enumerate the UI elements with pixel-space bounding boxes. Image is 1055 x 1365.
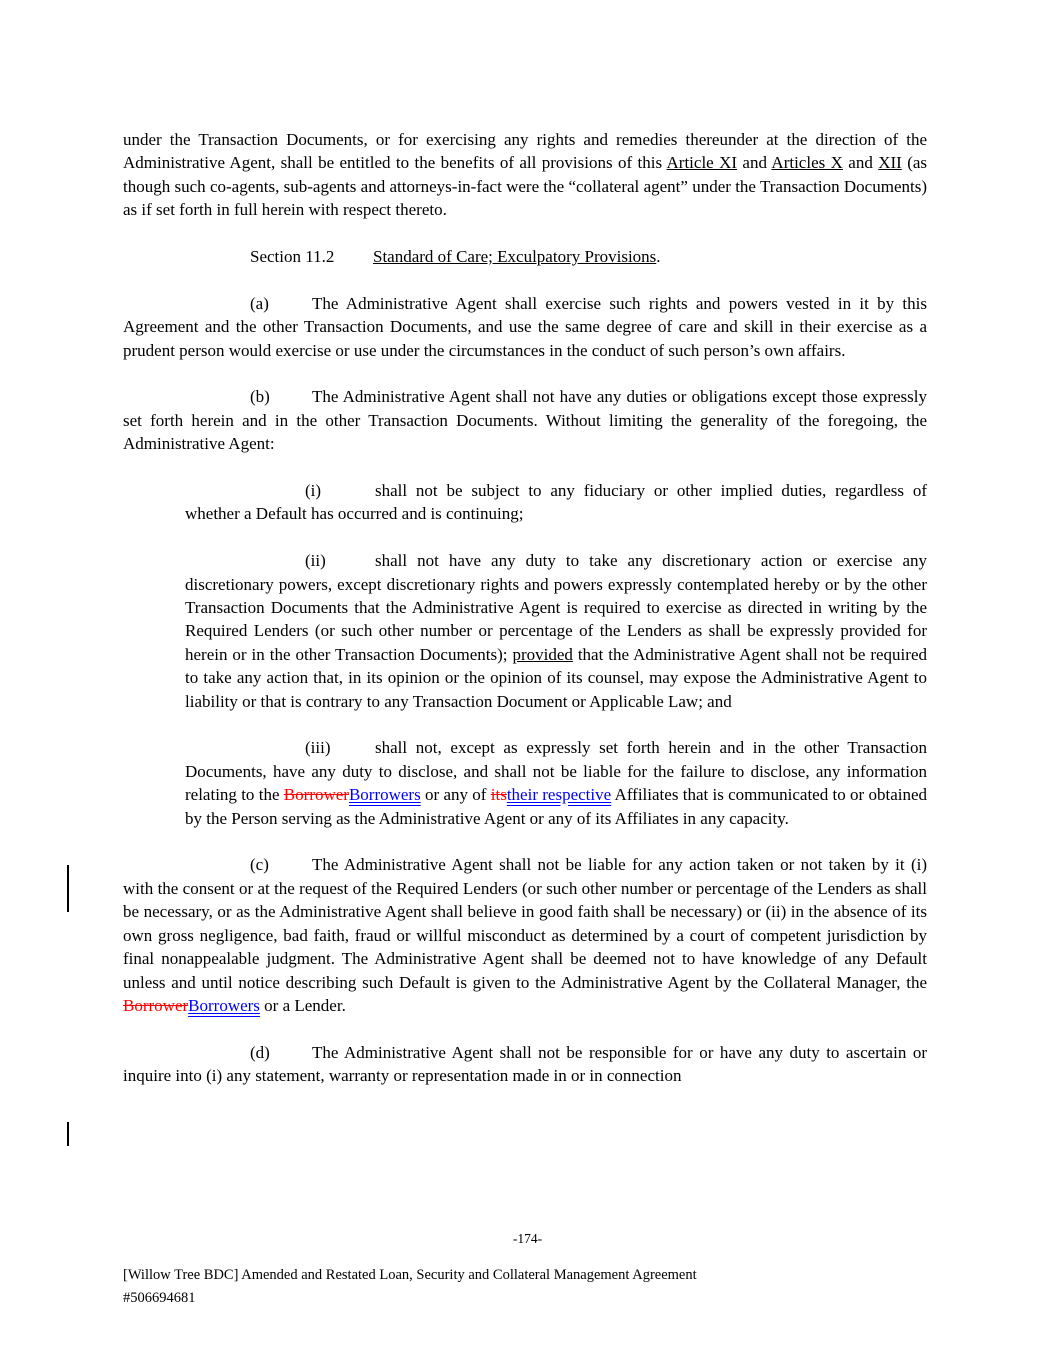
footer-document-title: [Willow Tree BDC] Amended and Restated Loan, Security and Collateral Management Agreement	[123, 1267, 697, 1283]
text-segment: (as though such co-agents, sub-agents and attorneys-in-fact were the “collateral agent” under the Transaction Documents) as if set forth in full herein with respect thereto.	[123, 153, 928, 220]
sub-paragraph-iii	[185, 736, 927, 830]
continuation-paragraph	[123, 128, 927, 222]
paragraph-a	[123, 292, 927, 362]
sub-paragraph-i-label: (i)	[305, 481, 322, 501]
text-segment: shall not, except as expressly set forth herein and in the other Transaction Documents, have any duty to disclose, and shall not be liable for the failure to disclose, any information relating to the	[185, 738, 927, 805]
text-segment: The Administrative Agent shall not be responsible for or have any duty to ascertain or inquire into (i) any statement, warranty or representation made in or in connection	[123, 1042, 927, 1086]
text-segment: or any of	[420, 785, 491, 805]
sub-paragraph-iii-label: (iii)	[305, 738, 331, 758]
deleted-text: Borrower	[123, 995, 189, 1015]
deleted-text: its	[490, 785, 507, 805]
page-number: -174-	[512, 1231, 543, 1246]
sub-paragraph-i	[185, 479, 927, 526]
deleted-text: Borrower	[283, 785, 349, 805]
underlined-text: XII	[878, 153, 902, 173]
text-segment: and	[737, 153, 772, 173]
paragraph-b-label: (b)	[250, 387, 270, 407]
text-segment: and	[842, 153, 879, 173]
text-segment: The Administrative Agent shall not have any duties or obligations except those expressly set forth herein and in the other Transaction Documents. Without limiting the generality of the foregoing, the Administrative Agent:	[123, 387, 927, 454]
text-segment: The Administrative Agent shall not be liable for any action taken or not taken by it (i) with the consent or at the request of the Required Lenders (or such other number or percentage of the Lenders as shall be necessary, or as the Administrative Agent shall believe in good faith shall be necessary) or (ii) in the absence of its own gross negligence, bad faith, fraud or willful misconduct as determined by a court of competent jurisdiction by final nonappealable judgment. The Administrative Agent shall be deemed not to have knowledge of any Default unless and until notice describing such Default is given to the Administrative Agent by the Collateral Manager, the	[123, 855, 927, 992]
text-segment: under the Transaction Documents, or for exercising any rights and remedies thereunder at the direction of the Administrative Agent, shall be entitled to the benefits of all provisions of this	[123, 130, 927, 173]
revision-change-bar	[67, 1122, 69, 1146]
footer-document-number: #506694681	[123, 1290, 196, 1306]
sub-paragraph-ii-label: (ii)	[305, 551, 326, 571]
paragraph-c	[123, 853, 927, 1017]
inserted-text: Borrowers	[348, 785, 421, 805]
sub-paragraph-ii	[185, 549, 927, 713]
underlined-text: Articles X	[771, 153, 843, 173]
paragraph-d-label: (d)	[250, 1042, 270, 1062]
document-body	[123, 128, 927, 1111]
section-heading-label: Section 11.2	[250, 247, 335, 267]
text-segment: shall not be subject to any fiduciary or other implied duties, regardless of whether a Default has occurred and is continuing;	[185, 481, 927, 524]
section-heading	[123, 245, 927, 268]
inserted-text: Borrowers	[188, 995, 260, 1015]
text-segment: Affiliates that is communicated to or obtained by the Person serving as the Administrative Agent or any of its Affiliates in any capacity.	[185, 785, 928, 828]
paragraph-a-label: (a)	[250, 293, 269, 313]
paragraph-c-label: (c)	[250, 855, 269, 875]
paragraph-d	[123, 1041, 927, 1088]
text-segment: .	[656, 247, 661, 267]
inserted-text: their respective	[506, 785, 612, 805]
text-segment: or a Lender.	[259, 995, 346, 1015]
revision-change-bar	[67, 865, 69, 912]
text-segment: that the Administrative Agent shall not be required to take any action that, in its opinion or the opinion of its counsel, may expose the Administrative Agent to liability or that is contrary to any Transaction Document or Applicable Law; and	[185, 644, 927, 711]
text-segment: The Administrative Agent shall exercise such rights and powers vested in it by this Agreement and the other Transaction Documents, and use the same degree of care and skill in their exercise as a prudent person would exercise or use under the circumstances in the conduct of such person’s own affairs.	[123, 293, 927, 360]
page-footer	[123, 1264, 927, 1310]
underlined-text: Standard of Care; Exculpatory Provisions	[373, 247, 657, 267]
paragraph-b	[123, 385, 927, 455]
text-segment: shall not have any duty to take any discretionary action or exercise any discretionary powers, except discretionary rights and powers expressly contemplated hereby or by the other Transaction Documents that the Administrative Agent is required to exercise as directed in writing by the Required Lenders (or such other number or percentage of the Lenders as shall be expressly provided for herein or in the other Transaction Documents);	[185, 551, 927, 664]
underlined-text: Article XI	[666, 153, 738, 173]
underlined-text: provided	[512, 644, 573, 664]
